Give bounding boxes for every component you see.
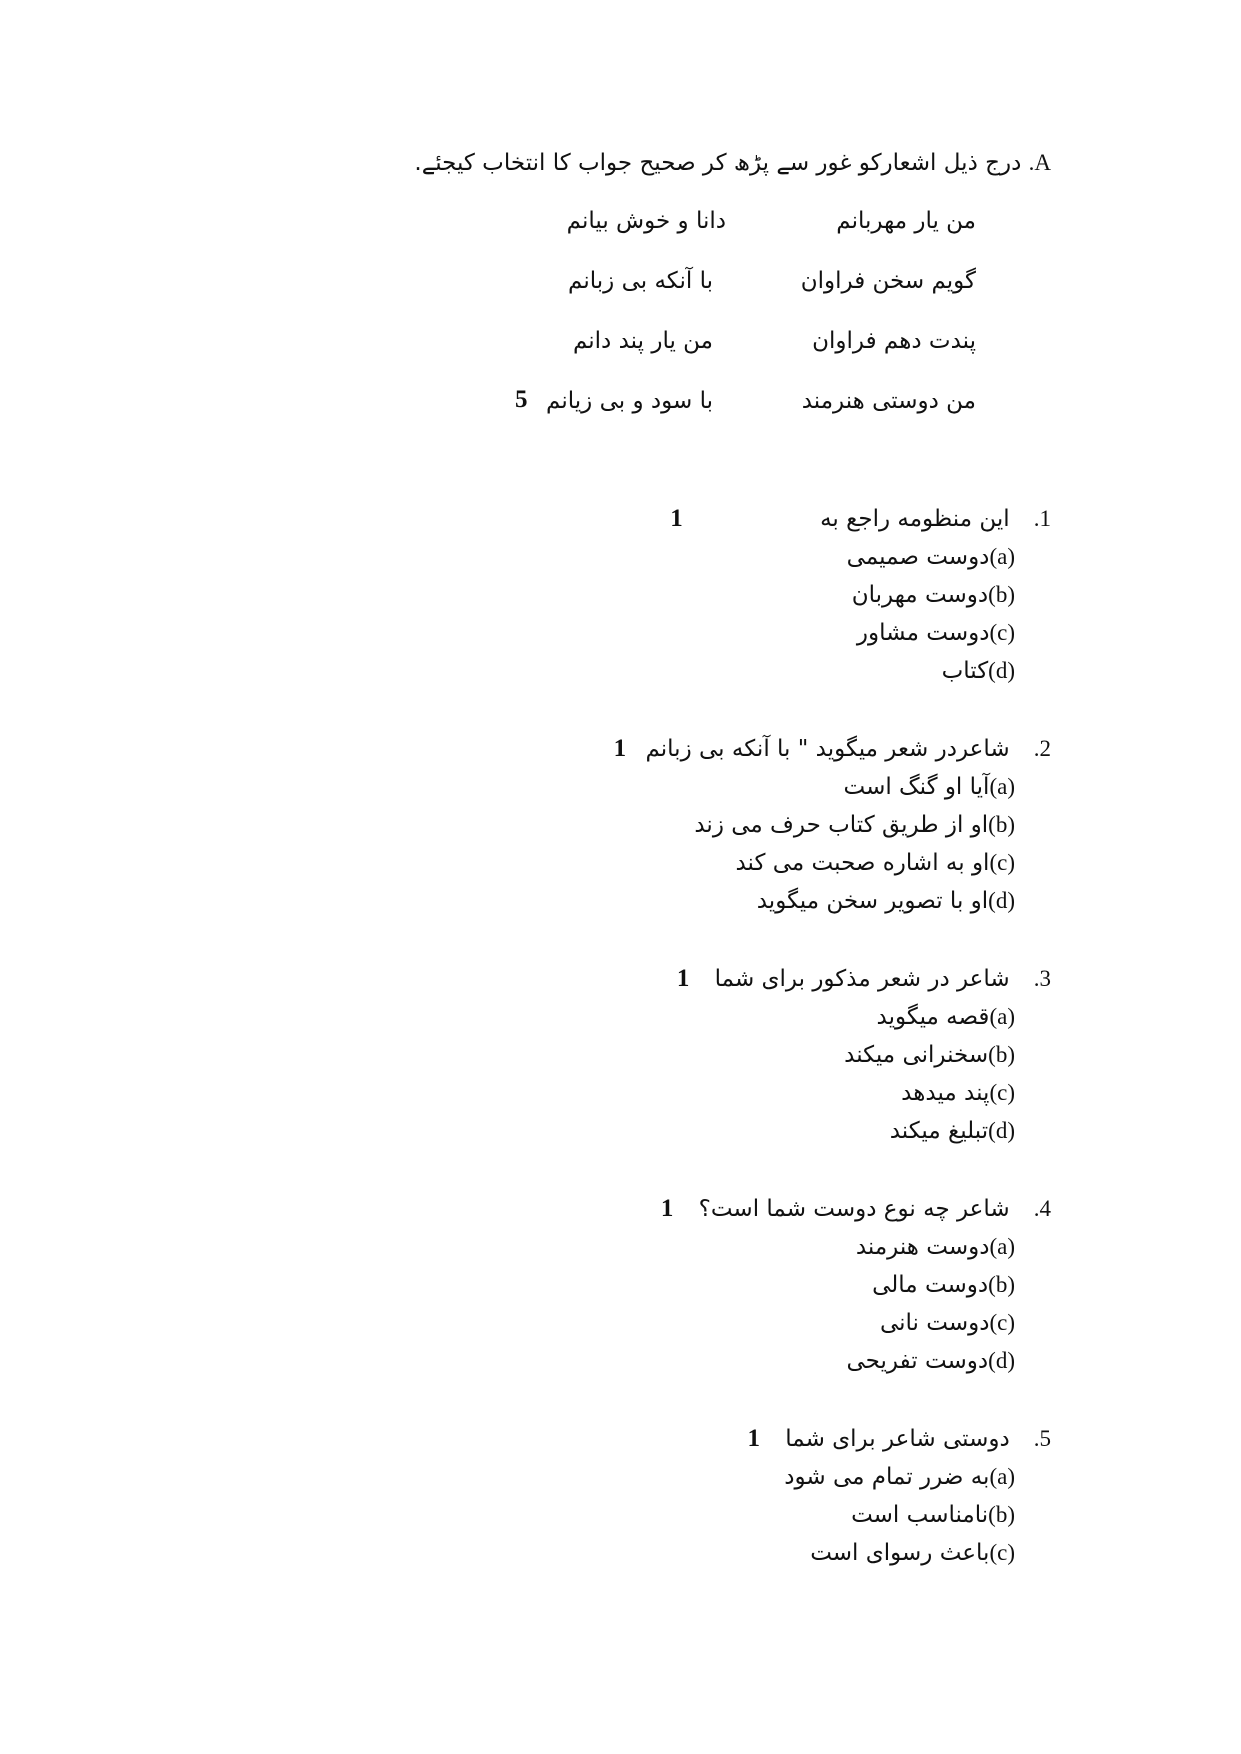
option-a[interactable]: (a)به ضرر تمام می شود (784, 1464, 1015, 1490)
option-c[interactable]: (c)باعث رسوای است (810, 1540, 1015, 1566)
question-number: 4. (1033, 1196, 1051, 1221)
option-d[interactable]: (d)کتاب (941, 658, 1015, 684)
section-label: A. (1028, 150, 1051, 175)
poem-line-1-left: دانا و خوش بیانم (566, 208, 726, 234)
question-3 (677, 960, 1051, 1150)
option-b[interactable]: (b)دوست مهربان (851, 582, 1015, 608)
question-1 (670, 500, 1051, 690)
section-heading (414, 150, 1051, 176)
poem-line-3-left: من یار پند دانم (572, 328, 713, 354)
poem-line-4-right: من دوستی هنرمند (801, 388, 976, 414)
question-marks: 1 (747, 1425, 760, 1452)
question-marks: 1 (613, 735, 627, 762)
question-number: 3. (1033, 966, 1051, 991)
option-b[interactable]: (b)دوست مالی (872, 1272, 1015, 1298)
poem-line-1-right: من یار مهربانم (836, 208, 976, 234)
option-b[interactable]: (b)سخنرانی میکند (844, 1042, 1015, 1068)
option-d[interactable]: (d)او با تصویر سخن میگوید (756, 888, 1015, 914)
question-text: دوستی شاعر برای شما (785, 1426, 1010, 1452)
poem-line-4-left: با سود و بی زیانم (546, 388, 713, 414)
option-c[interactable]: (c)دوست مشاور (856, 620, 1015, 646)
poem-line-2-right: گویم سخن فراوان (800, 268, 976, 294)
question-text: شاعر در شعر مذکور برای شما (714, 966, 1010, 992)
question-marks: 1 (660, 1195, 674, 1222)
question-text: این منظومه راجع به (820, 506, 1010, 532)
option-a[interactable]: (a)آیا او گنگ است (843, 774, 1015, 800)
poem-line-2-left: با آنکه بی زبانم (568, 268, 713, 294)
question-5 (747, 1420, 1051, 1572)
option-c[interactable]: (c)دوست نانی (879, 1310, 1015, 1336)
option-c[interactable]: (c)پند میدهد (901, 1080, 1015, 1106)
option-b[interactable]: (b)نامناسب است (851, 1502, 1015, 1528)
question-2 (614, 730, 1051, 920)
question-text: شاعر چه نوع دوست شما است؟ (698, 1196, 1010, 1222)
option-d[interactable]: (d)دوست تفریحی (846, 1348, 1015, 1374)
question-number: 1. (1033, 506, 1051, 531)
option-a[interactable]: (a)دوست صمیمی (846, 544, 1015, 570)
question-4 (661, 1190, 1051, 1380)
question-number: 2. (1033, 736, 1051, 761)
option-a[interactable]: (a)قصه میگوید (876, 1004, 1015, 1030)
option-a[interactable]: (a)دوست هنرمند (855, 1234, 1015, 1260)
question-number: 5. (1033, 1426, 1051, 1451)
question-marks: 1 (676, 965, 690, 992)
question-text: شاعردر شعر میگوید " با آنکه بی زبانم (645, 736, 1010, 762)
option-c[interactable]: (c)او به اشاره صحبت می کند (735, 850, 1015, 876)
section-instruction: درج ذیل اشعارکو غور سے پڑھ کر صحیح جواب کا انتخاب کیجئے. (414, 150, 1022, 176)
poem-line-3-right: پندت دهم فراوان (812, 328, 976, 354)
option-d[interactable]: (d)تبلیغ میکند (889, 1118, 1015, 1144)
poem-marks: 5 (515, 386, 528, 413)
question-marks: 1 (670, 505, 683, 532)
option-b[interactable]: (b)او از طریق کتاب حرف می زند (694, 812, 1015, 838)
